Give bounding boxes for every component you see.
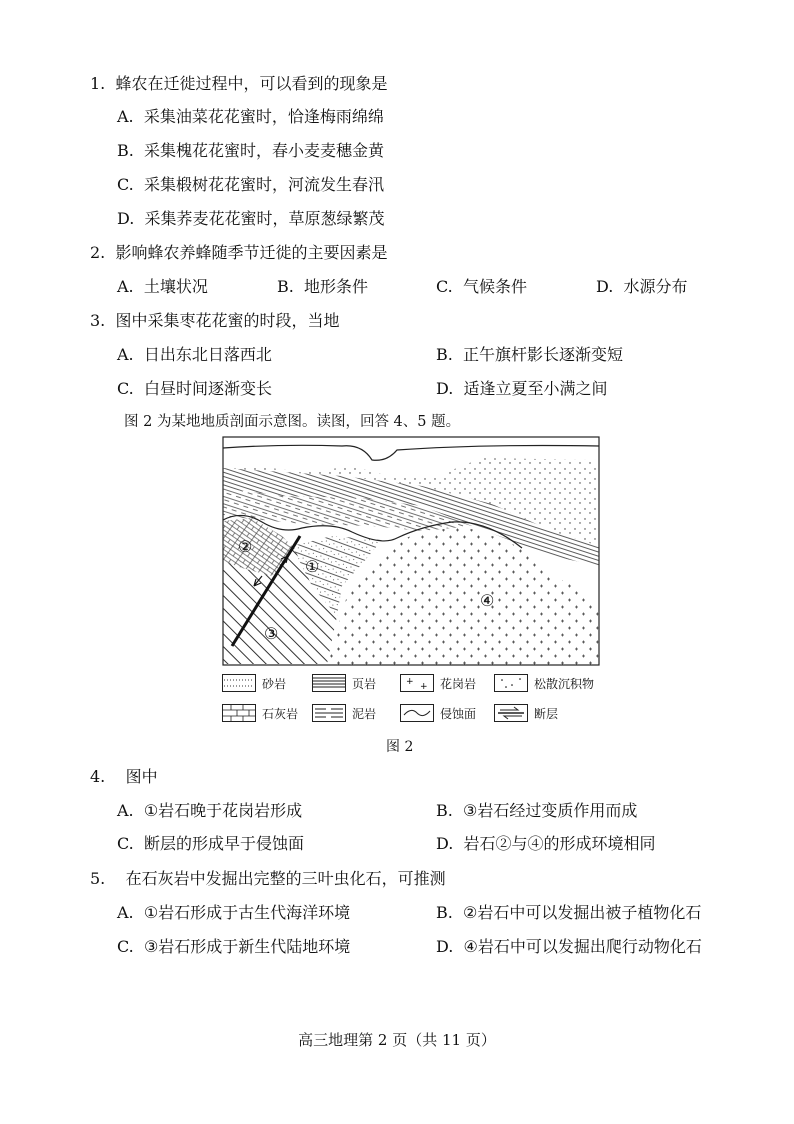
question-text: 在石灰岩中发掘出完整的三叶虫化石，可推测 bbox=[125, 869, 446, 888]
geologic-section-figure bbox=[222, 436, 600, 666]
limestone-swatch-icon bbox=[222, 704, 256, 722]
figure-caption: 图 2 bbox=[386, 739, 414, 755]
figure-legend bbox=[222, 670, 606, 730]
legend-granite: + + 花岗岩 bbox=[400, 674, 476, 692]
option-5b[interactable]: B. ②岩石中可以发掘出被子植物化石 bbox=[436, 903, 702, 922]
option-2a[interactable]: A. 土壤状况 bbox=[117, 277, 208, 296]
loose-sediment-swatch-icon bbox=[494, 674, 528, 692]
figure-intro: 图 2 为某地地质剖面示意图。读图，回答 4、5 题。 bbox=[124, 414, 461, 430]
legend-fault: 断层 bbox=[494, 704, 558, 722]
sandstone-swatch-icon bbox=[222, 674, 256, 692]
svg-text:+: + bbox=[420, 682, 428, 692]
option-2d[interactable]: D. 水源分布 bbox=[596, 277, 688, 296]
question-text: 图中采集枣花花蜜的时段，当地 bbox=[115, 311, 340, 330]
question-1-stem bbox=[90, 74, 387, 94]
question-number: 2. bbox=[90, 243, 106, 262]
shale-swatch-icon bbox=[312, 674, 346, 692]
option-5d[interactable]: D. ④岩石中可以发掘出爬行动物化石 bbox=[436, 937, 702, 956]
option-1b[interactable]: B. 采集槐花花蜜时，春小麦麦穗金黄 bbox=[117, 141, 385, 160]
question-number: 1. bbox=[90, 74, 106, 93]
legend-shale: 页岩 bbox=[312, 674, 376, 692]
question-5-stem bbox=[90, 869, 446, 889]
question-number: 5. bbox=[90, 869, 106, 888]
geologic-section-svg bbox=[222, 436, 600, 666]
legend-limestone: 石灰岩 bbox=[222, 704, 298, 722]
question-text: 蜂农在迁徙过程中，可以看到的现象是 bbox=[115, 74, 388, 93]
granite-swatch-icon bbox=[400, 674, 434, 692]
option-2c[interactable]: C. 气候条件 bbox=[436, 277, 527, 296]
mudstone-swatch-icon bbox=[312, 704, 346, 722]
label-rock-4: ④ bbox=[480, 591, 495, 610]
legend-mudstone: 泥岩 bbox=[312, 704, 376, 722]
question-2-stem bbox=[90, 243, 387, 263]
option-3c[interactable]: C. 白昼时间逐渐变长 bbox=[117, 379, 272, 398]
question-text: 影响蜂农养蜂随季节迁徙的主要因素是 bbox=[115, 243, 388, 262]
option-3d[interactable]: D. 适逢立夏至小满之间 bbox=[436, 379, 608, 398]
question-4-stem bbox=[90, 767, 158, 787]
option-3a[interactable]: A. 日出东北日落西北 bbox=[117, 345, 272, 364]
fault-swatch-icon bbox=[494, 704, 528, 722]
question-text: 图中 bbox=[125, 767, 158, 786]
option-1c[interactable]: C. 采集椴树花花蜜时，河流发生春汛 bbox=[117, 175, 384, 194]
option-1a[interactable]: A. 采集油菜花花蜜时，恰逢梅雨绵绵 bbox=[117, 107, 384, 126]
label-rock-2: ② bbox=[238, 537, 253, 556]
page-footer: 高三地理第 2 页（共 11 页） bbox=[298, 1031, 496, 1049]
label-rock-3: ③ bbox=[264, 624, 279, 643]
option-1d[interactable]: D. 采集荞麦花花蜜时，草原葱绿繁茂 bbox=[117, 209, 385, 228]
option-2b[interactable]: B. 地形条件 bbox=[277, 277, 369, 296]
question-number: 4. bbox=[90, 767, 106, 786]
svg-text:+: + bbox=[406, 677, 414, 687]
option-4a[interactable]: A. ①岩石晚于花岗岩形成 bbox=[117, 801, 303, 820]
option-4b[interactable]: B. ③岩石经过变质作用而成 bbox=[436, 801, 638, 820]
question-3-stem bbox=[90, 311, 339, 331]
option-4d[interactable]: D. 岩石②与④的形成环境相同 bbox=[436, 834, 656, 853]
erosion-surface-swatch-icon bbox=[400, 704, 434, 722]
legend-sandstone: 砂岩 bbox=[222, 674, 286, 692]
legend-erosion-surface: 侵蚀面 bbox=[400, 704, 476, 722]
option-5a[interactable]: A. ①岩石形成于古生代海洋环境 bbox=[117, 903, 351, 922]
option-3b[interactable]: B. 正午旗杆影长逐渐变短 bbox=[436, 345, 624, 364]
legend-loose-sediment: 松散沉积物 bbox=[494, 674, 594, 692]
option-4c[interactable]: C. 断层的形成早于侵蚀面 bbox=[117, 834, 304, 853]
label-rock-1: ① bbox=[305, 557, 320, 576]
question-number: 3. bbox=[90, 311, 106, 330]
option-5c[interactable]: C. ③岩石形成于新生代陆地环境 bbox=[117, 937, 351, 956]
